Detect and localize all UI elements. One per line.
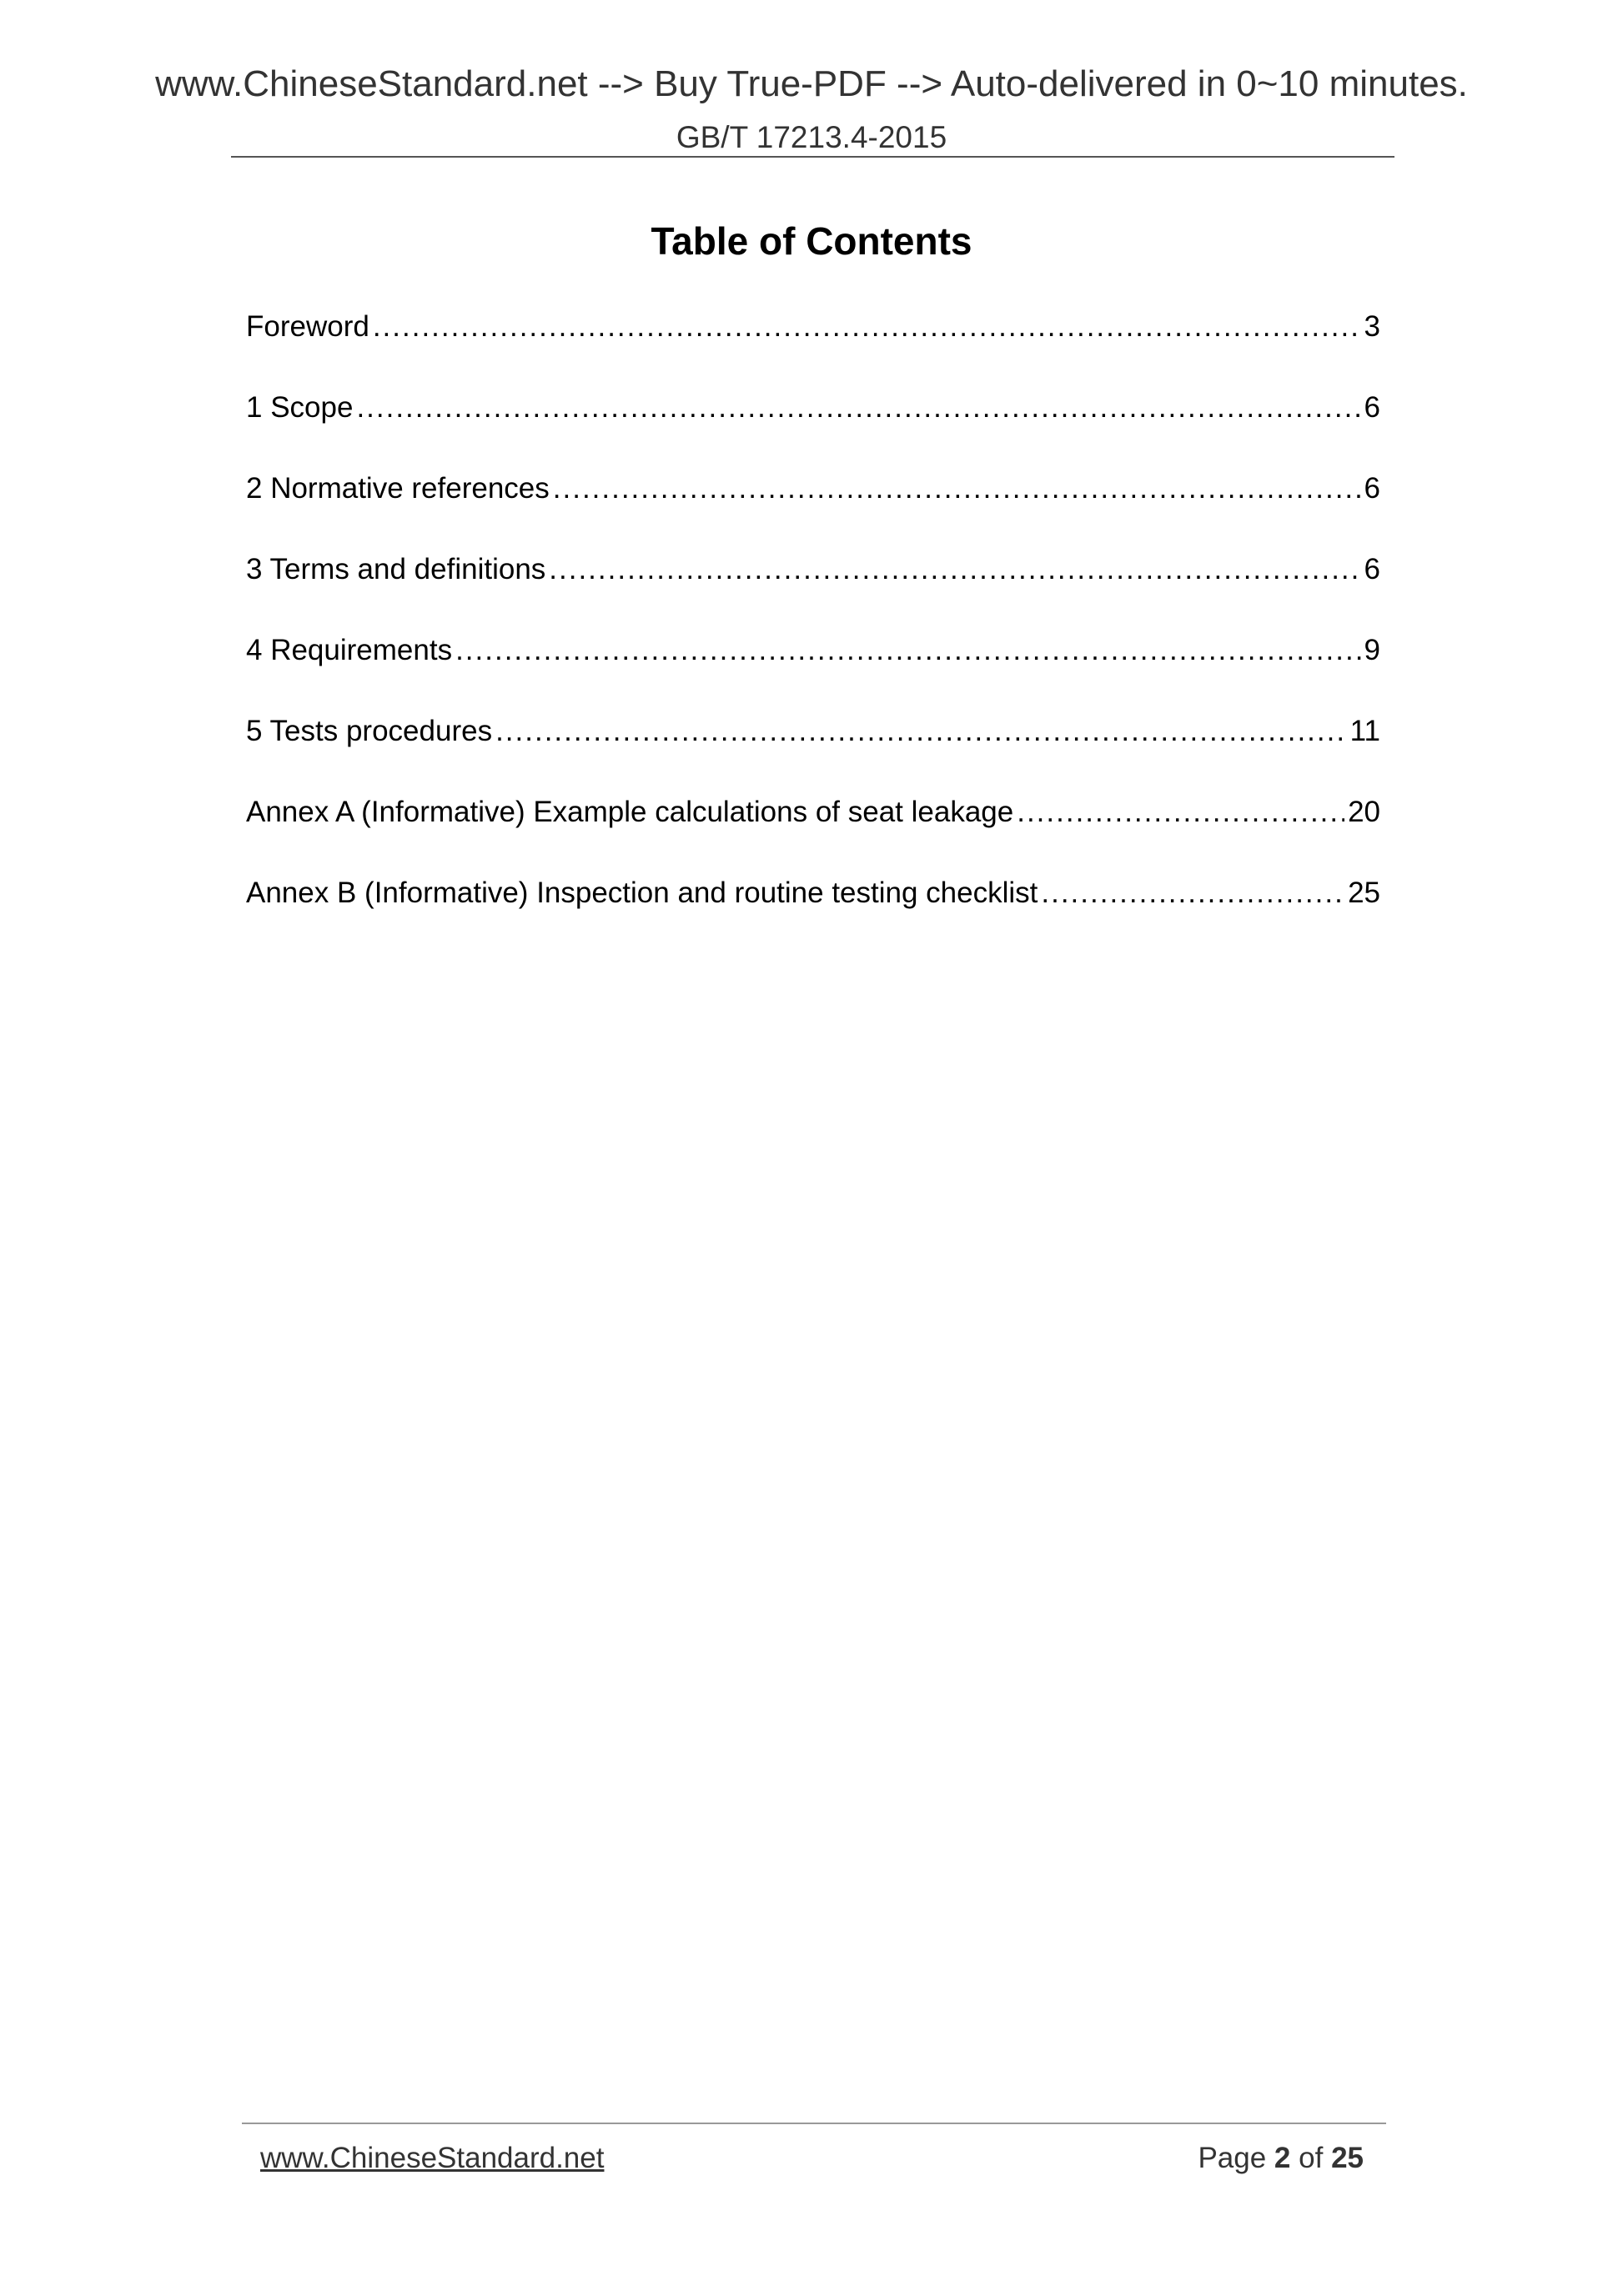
toc-dot-leader (1041, 873, 1344, 913)
toc-dot-leader (553, 469, 1361, 509)
toc-dot-leader (549, 550, 1360, 590)
toc-dot-leader (356, 388, 1360, 428)
toc-entry-label: Foreword (246, 310, 369, 343)
toc-entry-label: 5 Tests procedures (246, 715, 493, 747)
toc-entry-page: 3 (1364, 310, 1380, 343)
toc-entry-requirements[interactable] (246, 631, 1380, 711)
toc-entry-label: 1 Scope (246, 391, 354, 424)
toc-entry-foreword[interactable] (246, 307, 1380, 388)
toc-dot-leader (373, 307, 1361, 347)
toc-entry-page: 20 (1348, 796, 1380, 828)
toc-entry-normative-references[interactable] (246, 469, 1380, 550)
toc-entry-label: Annex A (Informative) Example calculations of seat leakage (246, 796, 1014, 828)
toc-entry-label: 3 Terms and definitions (246, 553, 546, 585)
document-code: GB/T 17213.4-2015 (676, 120, 947, 154)
footer-website-link[interactable]: www.ChineseStandard.net (260, 2142, 605, 2174)
toc-entry-page: 25 (1348, 877, 1380, 909)
toc-dot-leader (495, 711, 1347, 751)
header-banner: www.ChineseStandard.net --> Buy True-PDF --> Auto-delivered in 0~10 minutes. (155, 63, 1468, 104)
footer-page-number (1198, 2142, 1364, 2175)
table-of-contents (246, 307, 1380, 954)
toc-entry-label: 2 Normative references (246, 472, 550, 505)
toc-entry-label: Annex B (Informative) Inspection and routine testing checklist (246, 877, 1038, 909)
current-page: 2 (1274, 2142, 1291, 2174)
toc-entry-page: 6 (1364, 472, 1380, 505)
toc-title: Table of Contents (651, 219, 972, 263)
footer-divider (242, 2123, 1386, 2124)
total-pages: 25 (1331, 2142, 1364, 2174)
toc-entry-annex-a[interactable] (246, 792, 1380, 873)
page-of: of (1299, 2142, 1324, 2174)
page-prefix: Page (1198, 2142, 1267, 2174)
toc-entry-page: 6 (1364, 553, 1380, 585)
toc-entry-annex-b[interactable] (246, 873, 1380, 954)
toc-entry-page: 9 (1364, 634, 1380, 666)
toc-entry-page: 11 (1349, 715, 1380, 747)
toc-entry-scope[interactable] (246, 388, 1380, 469)
toc-entry-tests-procedures[interactable] (246, 711, 1380, 792)
toc-entry-page: 6 (1364, 391, 1380, 424)
toc-dot-leader (455, 631, 1360, 671)
toc-dot-leader (1017, 792, 1344, 832)
toc-entry-terms-and-definitions[interactable] (246, 550, 1380, 631)
toc-entry-label: 4 Requirements (246, 634, 453, 666)
header-divider (231, 156, 1394, 158)
